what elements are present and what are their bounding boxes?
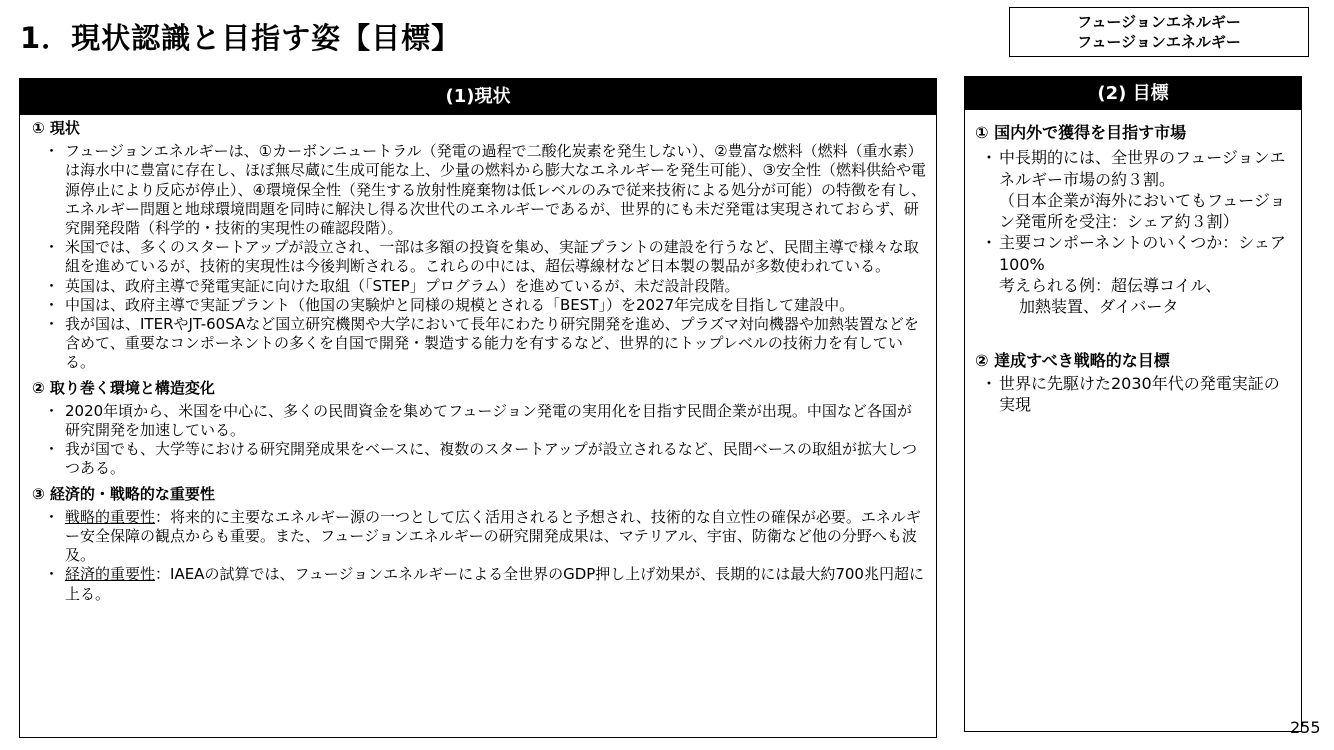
section-heading-target-market: ① 国内外で獲得を目指す市場 (975, 123, 1187, 142)
strategic-importance-term: 戦略的重要性 (65, 507, 156, 526)
economic-importance-text: ：IAEAの試算では、フュージョンエネルギーによる全世界のGDP押し上げ効果が、長期的には最大約700兆円超に上る。 (65, 565, 924, 603)
market-share-text: ・ 中長期的には、全世界のフュージョンエネルギー市場の約３割。 (999, 148, 1286, 189)
list-item: ・ 2020年頃から、米国を中心に、多くの民間資金を集めてフュージョン発電の実用化を目指す民間企業が出現。中国など各国が研究開発を加速している。 (32, 402, 926, 440)
component-share-text: ・ 主要コンポーネントのいくつか：シェア100% (999, 233, 1286, 274)
list-item (32, 508, 926, 566)
list-item (975, 147, 1291, 232)
list-item: ・ 英国は、政府主導で発電実証に向けた取組（「STEP」プログラム）を進めているが、未だ設計段階。 (32, 277, 926, 296)
list-item: ・ 我が国でも、大学等における研究開発成果をベースに、複数のスタートアップが設立されるなど、民間ベースの取組が拡大しつつある。 (32, 440, 926, 478)
importance-bullet-list (32, 508, 926, 604)
environment-bullet-list (32, 402, 926, 479)
page-number: 255 (1290, 718, 1321, 737)
page-title: 1．現状認識と目指す姿【目標】 (20, 21, 462, 55)
goals-panel (964, 76, 1302, 732)
category-label-line-2: フュージョンエネルギー (1077, 33, 1241, 51)
goals-content (965, 110, 1301, 416)
list-item: ・ フュージョンエネルギーは、①カーボンニュートラル（発電の過程で二酸化炭素を発生しない）、②豊富な燃料（燃料（重水素）は海水中に豊富に存在し、ほぼ無尽蔵に生成可能な上、少量の燃料から膨大なエネルギーを発生可能）、③安全性（燃料供給や電源停止により反応が停止）、④環境保全性（発生する放射性廃棄物は低レベルのみで従来技術による処分が可能）の特徴を有し、エネルギー問題と地球環境問題を同時に解決し得る次世代のエネルギーであるが、世界的にも未だ発電は実現されておらず、研究開発段階（科学的・技術的実現性の確認段階）。 (32, 142, 926, 238)
list-item: ・ 世界に先駆けた2030年代の発電実証の実現 (975, 373, 1291, 416)
current-bullet-list (32, 142, 926, 372)
current-status-header: (1)現状 (20, 79, 936, 115)
current-status-content (20, 115, 936, 604)
target-market-bullet-list (975, 147, 1291, 317)
section-heading-strategic-goal: ② 達成すべき戦略的な目標 (975, 350, 1170, 370)
goals-header: (2) 目標 (965, 77, 1301, 110)
current-status-panel (19, 78, 937, 738)
list-item (975, 232, 1291, 317)
strategic-importance-text: ：将来的に主要なエネルギー源の一つとして広く活用されると予想され、技術的な自立性の確保が必要。エネルギー安全保障の観点からも重要。また、フュージョンエネルギーの研究開発成果は、マテリアル、宇宙、防衛など他の分野へも波及。 (65, 507, 921, 565)
component-examples-cont: 加熱装置、ダイバータ (1019, 297, 1179, 317)
list-item: ・ 中国は、政府主導で実証プラント（他国の実験炉と同様の規模とされる「BEST」）を2027年完成を目指して建設中。 (32, 296, 926, 315)
economic-importance-term: 経済的重要性 (65, 565, 156, 584)
category-label-box (1009, 7, 1309, 57)
section-heading-environment: ② 取り巻く環境と構造変化 (32, 378, 215, 397)
list-item: ・ 我が国は、ITERやJT-60SAなど国立研究機関や大学において長年にわたり研究開発を進め、プラズマ対向機器や加熱装置などを含めて、重要なコンポーネントの多くを自国で開発・製造する能力を有するなど、世界的にトップレベルの技術力を有している。 (32, 315, 926, 373)
market-share-note: （日本企業が海外においてもフュージョン発電所を受注：シェア約３割） (999, 190, 1286, 232)
section-heading-current: ① 現状 (32, 119, 80, 137)
category-label-line-1: フュージョンエネルギー (1077, 13, 1241, 31)
list-item: ・ 米国では、多くのスタートアップが設立され、一部は多額の投資を集め、実証プラントの建設を行うなど、民間主導で様々な取組を進めているが、技術的実現性は今後判断される。これらの中には、超伝導線材など日本製の製品が多数使われている。 (32, 238, 926, 276)
list-item (32, 565, 926, 603)
strategic-goal-bullet-list (975, 373, 1291, 416)
component-examples-label: 考えられる例：超伝導コイル、 (999, 276, 1222, 296)
section-heading-importance: ③ 経済的・戦略的な重要性 (32, 484, 215, 503)
